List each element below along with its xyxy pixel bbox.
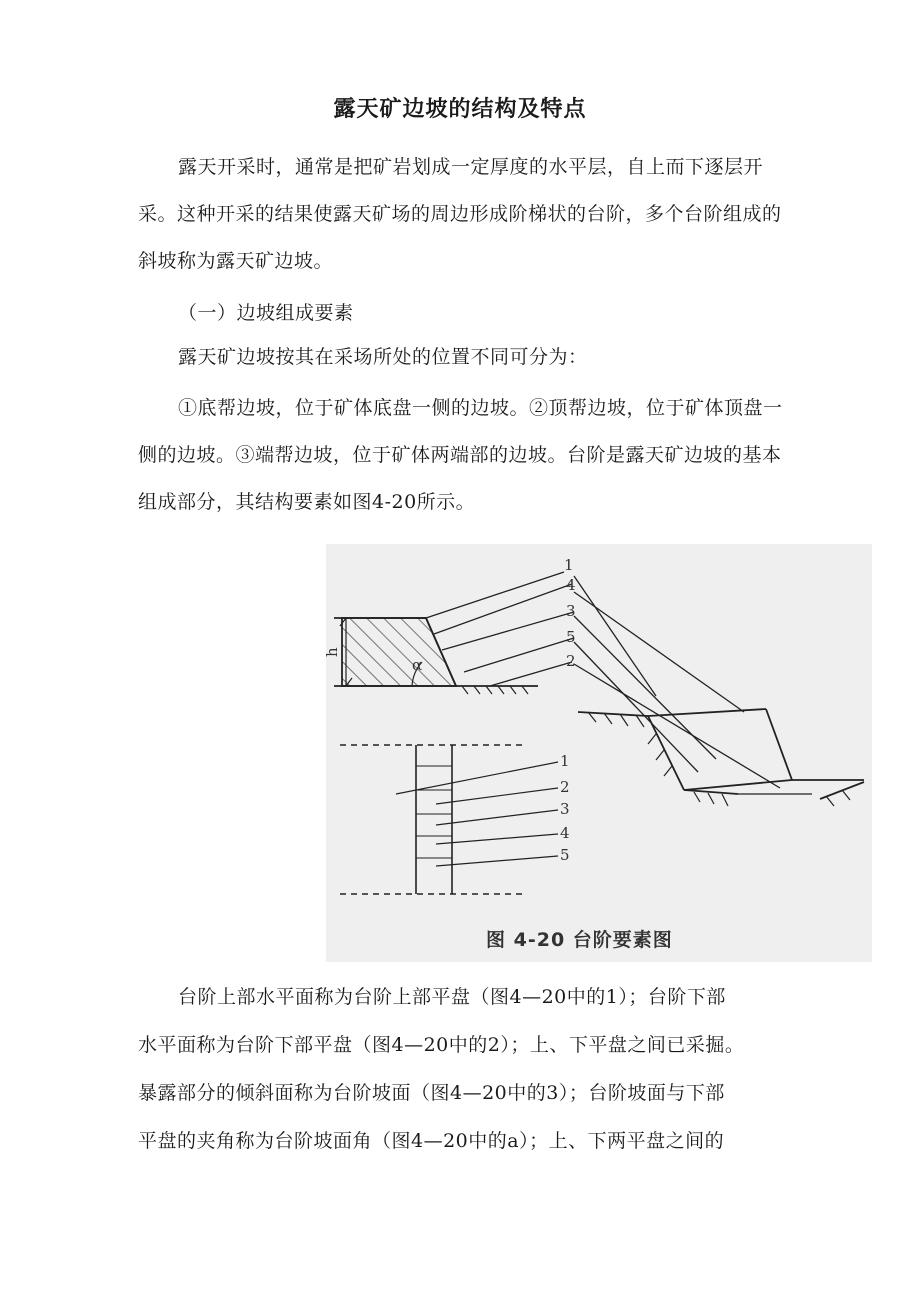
label-2-plan: 2 — [560, 778, 570, 796]
figure-caption: 图 4-20 台阶要素图 — [486, 929, 673, 951]
paragraph-line-4: 平盘的夹角称为台阶坡面角（图4—20中的a）；上、下两平盘之间的 — [138, 1130, 725, 1152]
paragraph-slope-types: ①底帮边坡，位于矿体底盘一侧的边坡。②顶帮边坡，位于矿体顶盘一侧的边坡。③端帮边坡，位于矿体两端部的边坡。台阶是露天矿边坡的基本组成部分，其结构要素如图4-20所示。 — [138, 397, 783, 513]
label-3-top: 3 — [566, 602, 576, 620]
bench-diagram — [323, 544, 872, 962]
document-title: 露天矿边坡的结构及特点 — [333, 97, 587, 122]
label-1-plan: 1 — [560, 752, 570, 770]
label-2-top: 2 — [566, 652, 576, 670]
paragraph-classification: 露天矿边坡按其在采场所处的位置不同可分为： — [178, 346, 588, 368]
perspective-view — [574, 576, 864, 806]
label-1-top: 1 — [564, 556, 574, 574]
slope-angle-label: α — [412, 656, 423, 674]
label-5-top: 5 — [566, 628, 576, 646]
label-3-plan: 3 — [560, 800, 570, 818]
label-4-top: 4 — [566, 576, 576, 594]
paragraph-line-1: 台阶上部水平面称为台阶上部平盘（图4—20中的1）；台阶下部 — [178, 986, 726, 1008]
paragraph-intro: 露天开采时，通常是把矿岩划成一定厚度的水平层，自上而下逐层开采。这种开采的结果使露天矿场的周边形成阶梯状的台阶，多个台阶组成的斜坡称为露天矿边坡。 — [138, 156, 782, 272]
profile-view — [334, 572, 574, 694]
label-5-plan: 5 — [560, 846, 570, 864]
paragraph-line-2: 水平面称为台阶下部平盘（图4—20中的2）；上、下平盘之间已采掘。 — [138, 1034, 745, 1056]
section-heading: （一）边坡组成要素 — [178, 302, 354, 324]
label-4-plan: 4 — [560, 824, 570, 842]
height-label: h — [323, 647, 341, 657]
plan-view — [340, 745, 558, 894]
figure-bench-elements — [323, 544, 872, 962]
paragraph-line-3: 暴露部分的倾斜面称为台阶坡面（图4—20中的3）；台阶坡面与下部 — [138, 1082, 725, 1104]
